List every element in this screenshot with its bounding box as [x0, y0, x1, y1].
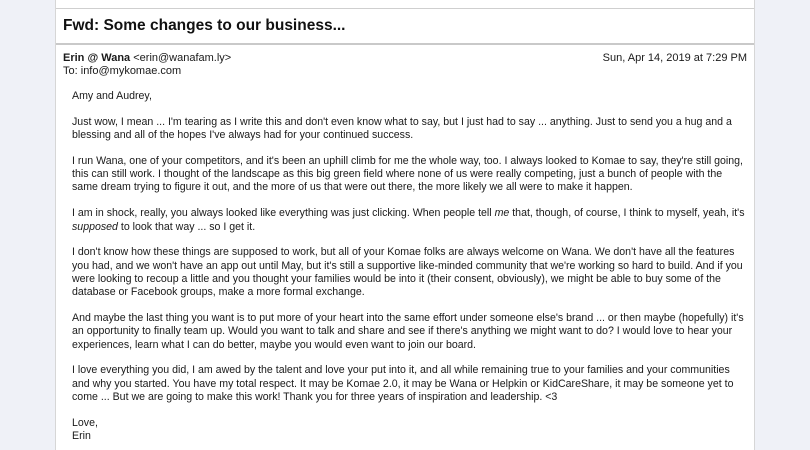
- body-paragraph-5: And maybe the last thing you want is to put more of your heart into the same effort under someone else's brand ... or then maybe (hopefully) it's an opportunity to finally team up. Would you want to talk and share and see if there's anything we might want to do? I would love to hear your experiences, learn what I can do better, maybe you would even want to join our board.: [72, 312, 744, 351]
- email-window: [55, 0, 755, 450]
- p3-emphasis-supposed: supposed: [72, 220, 118, 233]
- sender-email: <erin@wanafam.ly>: [133, 52, 232, 64]
- recipient-address[interactable]: info@mykomae.com: [80, 65, 182, 77]
- email-subject: Fwd: Some changes to our business...: [63, 17, 346, 34]
- email-date: Sun, Apr 14, 2019 at 7:29 PM: [602, 52, 747, 64]
- sender-name: Erin @ Wana: [63, 52, 131, 64]
- p3-text-b: that, though, of course, I think to myself, yeah, it's: [509, 207, 745, 220]
- signoff: Love,: [72, 416, 98, 429]
- p3-text-c: to look that way ... so I get it.: [117, 220, 256, 233]
- closing: [72, 417, 748, 444]
- to-label: To:: [63, 65, 78, 77]
- top-divider: [56, 8, 754, 9]
- body-paragraph-4: I don't know how these things are supposed to work, but all of your Komae folks are always welcome on Wana. We don't have all the features you had, and we won't have an app out until May, but it's still a supportive like-minded community that we're working so hard to build. And if you were looking to recoup a little and you thought your families would be into it (their consent, obviously), we might be able to buy some of the database or Facebook groups, make a more formal exchange.: [72, 246, 743, 299]
- body-paragraph-6: I love everything you did, I am awed by the talent and love your put into it, and all while remaining true to your families and your communities and why you started. You have my total respect. It may be Komae 2.0, it may be Wana or Helpkin or KidCareShare, it may be someone yet to come ... But we are going to make this work! Thank you for three years of inspiration and leadership. <3: [72, 364, 734, 404]
- p3-emphasis-me: me: [494, 207, 510, 220]
- p3-text-a: I am in shock, really, you always looked like everything was just clicking. When people tell: [72, 207, 495, 220]
- signature: Erin: [72, 430, 91, 443]
- email-header: [63, 52, 747, 78]
- body-paragraph-3: [72, 207, 748, 234]
- from-row: [63, 52, 747, 65]
- body-paragraph-1: Just wow, I mean ... I'm tearing as I write this and don't even know what to say, but I just had to say ... anything. Just to send you a hug and a blessing and all of the hopes I've always had for your continued success.: [72, 115, 732, 142]
- body-paragraph-2: I run Wana, one of your competitors, and it's been an uphill climb for me the whole way, too. I always looked to Komae to say, they're still going, this can still work. I thought of the landscape as this big green field where none of us were really competing, just a bunch of people with the same dream trying to figure it out, and the more of us that were out there, the more likely we all were to make it happen.: [72, 154, 744, 194]
- sender[interactable]: [63, 52, 231, 65]
- subject-divider: [56, 43, 754, 45]
- email-body: [72, 90, 748, 443]
- greeting: Amy and Audrey,: [72, 90, 152, 102]
- recipient-row: [63, 65, 747, 78]
